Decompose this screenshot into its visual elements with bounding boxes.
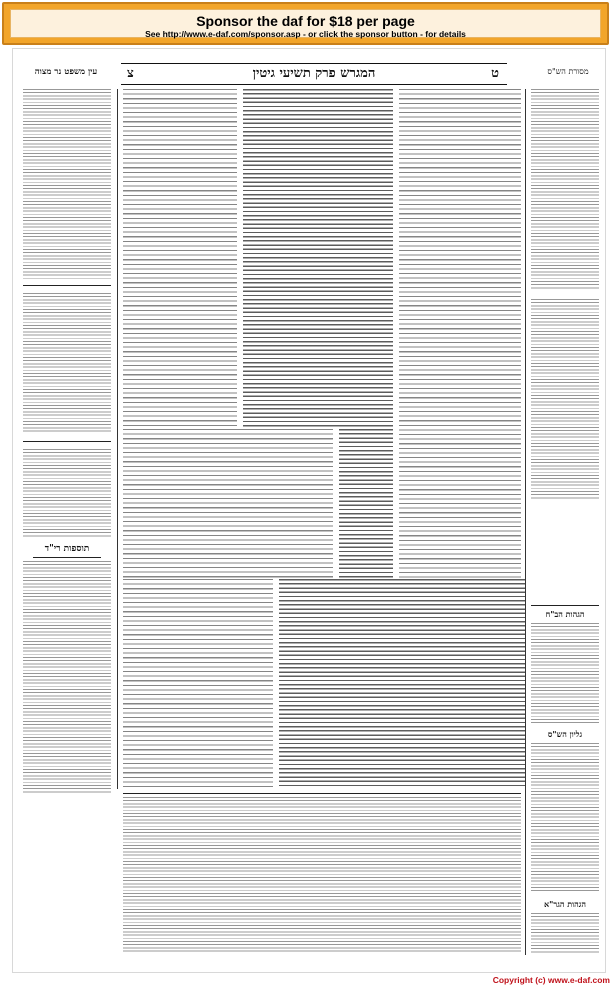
left-margin-rule-1: [23, 285, 111, 286]
divider-left: [117, 89, 118, 789]
gilyon-hashas-text: [531, 743, 599, 893]
header-folio-letter: צ: [127, 66, 134, 81]
masoret-hashas-text-2: [531, 299, 599, 499]
ein-mishpat-text: [23, 89, 111, 279]
gilyon-hashas-label: גליון הש"ס: [547, 729, 583, 739]
lower-commentary-rule: [123, 793, 521, 794]
ein-mishpat-text-3: [23, 449, 111, 537]
lower-commentary-text: [123, 797, 521, 953]
tosafot-rid-text: [23, 561, 111, 793]
ein-mishpat-label: עין משפט נר מצוה: [34, 67, 98, 77]
tosafot-text-lower: [123, 429, 333, 579]
sponsor-subtitle: See http://www.e-daf.com/sponsor.asp - or click the sponsor button - for details: [145, 29, 466, 39]
rashi-text: [399, 89, 521, 579]
gemara-text: [243, 89, 393, 429]
masoret-hashas-text: [531, 89, 599, 289]
left-margin-rule-2: [23, 441, 111, 442]
hagahot-hagra-text: [531, 913, 599, 953]
ein-mishpat-text-2: [23, 293, 111, 433]
masoret-hashas-label: מסורת הש"ס: [547, 67, 589, 76]
tosafot-text-bottom: [123, 579, 273, 789]
hagahot-habach-label: הגהות הב"ח: [545, 609, 585, 619]
talmud-page: [12, 48, 606, 973]
tosafot-rid-label: תוספות רי"ד: [44, 544, 90, 554]
header-chapter-title: המגרש פרק תשיעי גיטין: [252, 66, 376, 81]
gemara-text-middle: [339, 429, 393, 579]
right-margin-rule-1: [531, 605, 599, 606]
hagahot-habach-text: [531, 623, 599, 723]
hagahot-hagra-label: הגהות הגר"א: [543, 899, 587, 909]
sponsor-banner-inner[interactable]: [10, 9, 601, 38]
gemara-text-wide: [279, 579, 525, 789]
divider-right: [525, 89, 526, 955]
header-page-letter: ט: [491, 66, 499, 81]
sponsor-banner[interactable]: [2, 2, 609, 45]
copyright-notice: Copyright (c) www.e-daf.com: [492, 975, 610, 985]
sponsor-title: Sponsor the daf for $18 per page: [196, 13, 415, 29]
tosafot-rid-underline: [33, 557, 101, 558]
tosafot-text: [123, 89, 237, 429]
page-header: [121, 63, 507, 85]
